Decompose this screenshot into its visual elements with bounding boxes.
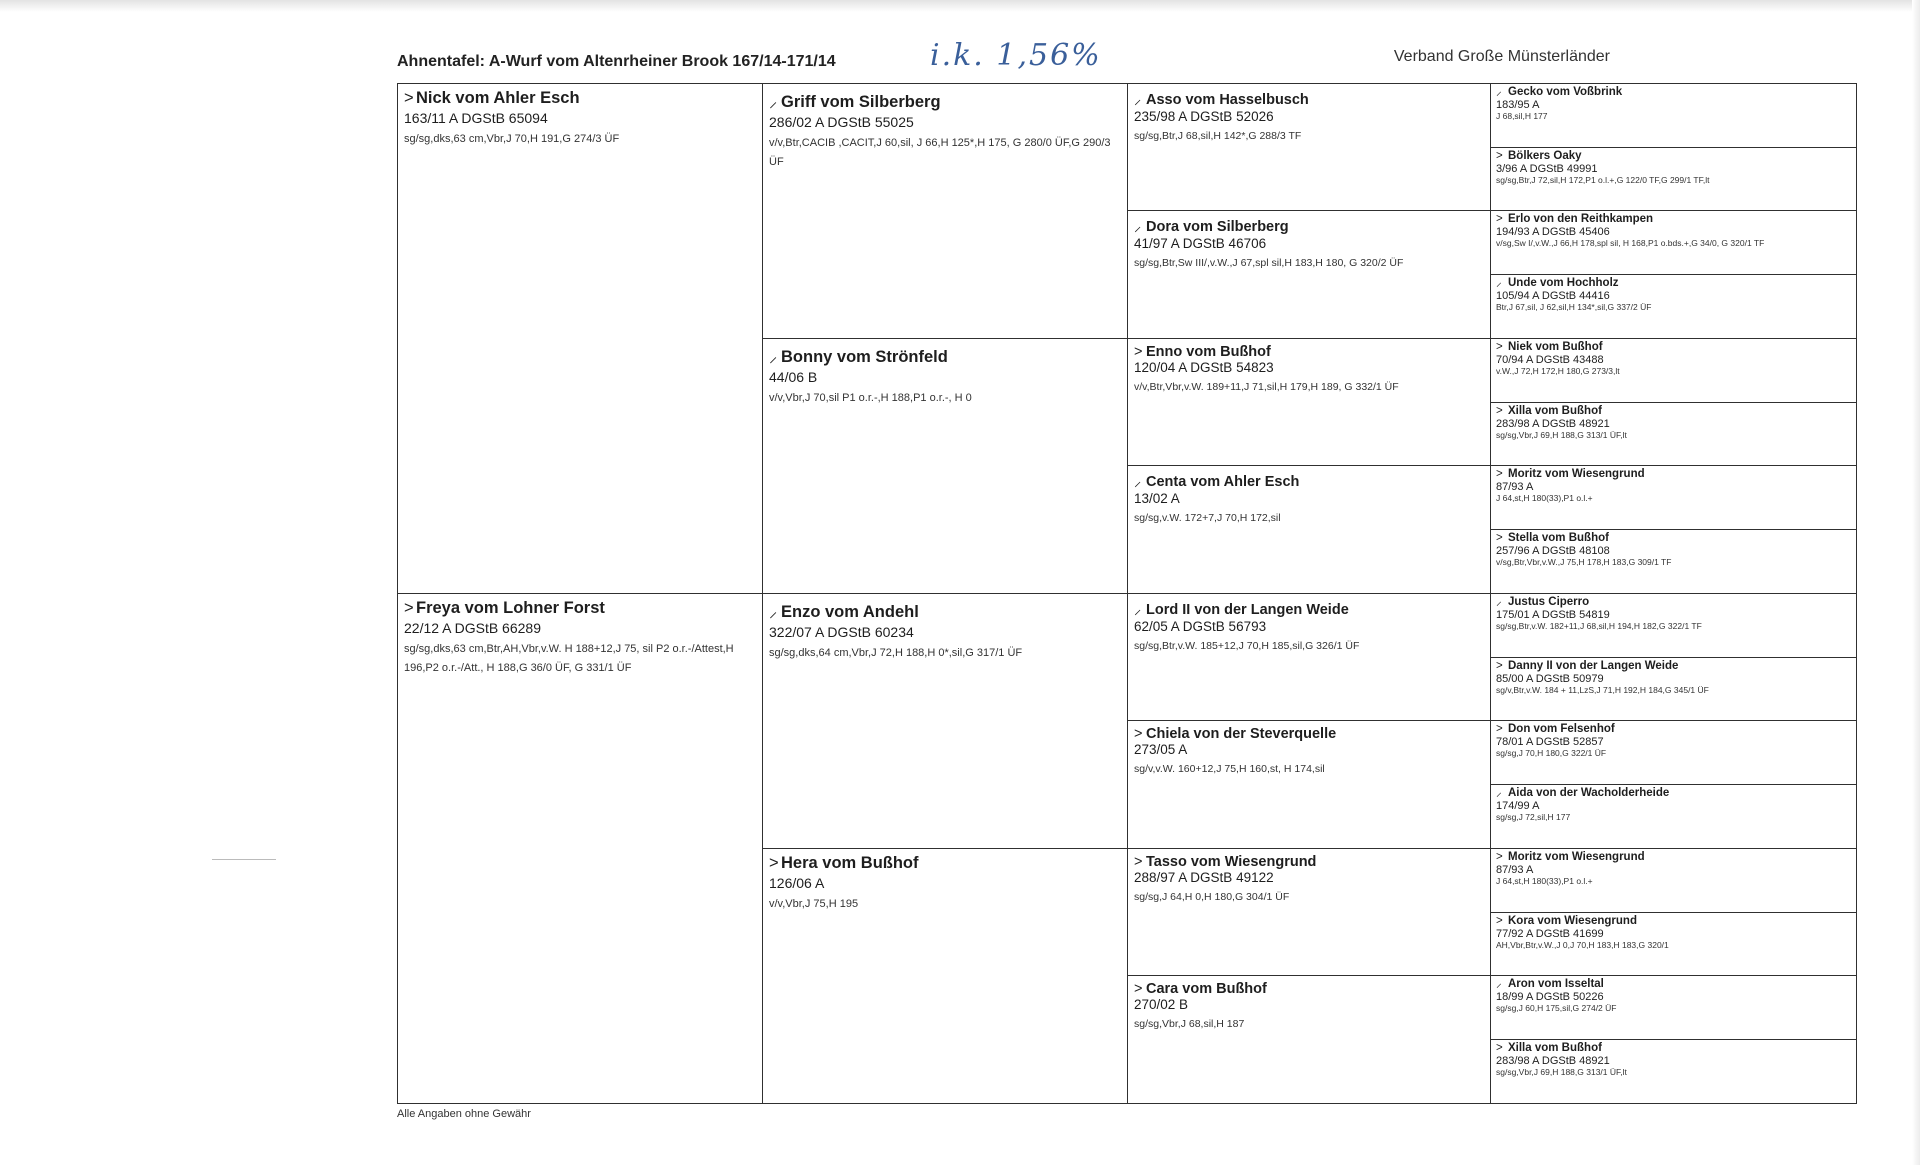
sex-mark: ⸝ bbox=[769, 93, 778, 111]
performance-info: v/v,Vbr,J 75,H 195 bbox=[769, 898, 859, 910]
great-grandparent-cell bbox=[1127, 83, 1493, 211]
registration-number: 62/05 A DGStB 56793 bbox=[1134, 619, 1267, 634]
registration-number: 194/93 A DGStB 45406 bbox=[1496, 226, 1610, 238]
dog-name: Niek vom Bußhof bbox=[1508, 341, 1603, 353]
registration-number: 77/92 A DGStB 41699 bbox=[1496, 928, 1604, 940]
registration-number: 322/07 A DGStB 60234 bbox=[769, 624, 914, 640]
ancestor-cell bbox=[1490, 338, 1857, 403]
registration-number: 22/12 A DGStB 66289 bbox=[404, 620, 541, 636]
great-grandparent-cell bbox=[1127, 848, 1493, 976]
performance-info: Btr,J 67,sil, J 62,sil,H 134*,sil,G 337/2 ÜF bbox=[1496, 302, 1652, 312]
sex-mark: > bbox=[1134, 344, 1143, 360]
performance-info: sg/sg,J 70,H 180,G 322/1 ÜF bbox=[1496, 748, 1607, 758]
performance-info: v/v,Btr,CACIB ,CACIT,J 60,sil, J 66,H 125*,H 175, G 280/0 ÜF,G 290/3 ÜF bbox=[769, 137, 1111, 168]
pedigree-chart bbox=[397, 83, 1857, 1104]
dog-name: Bölkers Oaky bbox=[1508, 150, 1582, 162]
sex-mark: > bbox=[769, 854, 779, 872]
registration-number: 85/00 A DGStB 50979 bbox=[1496, 673, 1604, 685]
sex-mark: ⸝ bbox=[1134, 219, 1142, 235]
performance-info: v/sg,Btr,Vbr,v.W.,J 75,H 178,H 183,G 309/1 TF bbox=[1496, 557, 1672, 567]
registration-number: 13/02 A bbox=[1134, 491, 1180, 506]
performance-info: sg/sg,Btr,v.W. 182+11,J 68,sil,H 194,H 182,G 322/1 TF bbox=[1496, 621, 1702, 631]
performance-info: sg/sg,Btr,J 72,sil,H 172,P1 o.l.+,G 122/0 TF,G 299/1 TF,lt bbox=[1496, 175, 1710, 185]
sire-name: Nick vom Ahler Esch bbox=[416, 89, 580, 107]
great-grandparent-cell bbox=[1127, 465, 1493, 594]
performance-info: AH,Vbr,Btr,v.W.,J 0,J 70,H 183,H 183,G 320/1 bbox=[1496, 940, 1669, 950]
sex-mark: > bbox=[1496, 660, 1503, 672]
dog-name: Moritz vom Wiesengrund bbox=[1508, 468, 1645, 480]
registration-number: 286/02 A DGStB 55025 bbox=[769, 114, 914, 130]
sex-mark: > bbox=[1496, 1042, 1503, 1054]
sex-mark: > bbox=[1496, 213, 1503, 225]
dog-name: Stella vom Bußhof bbox=[1508, 532, 1609, 544]
ancestor-cell bbox=[1490, 83, 1857, 148]
sex-mark: ⸝ bbox=[1134, 92, 1142, 108]
grandparent-cell bbox=[762, 848, 1128, 1104]
ancestor-cell bbox=[1490, 848, 1857, 913]
disclaimer: Alle Angaben ohne Gewähr bbox=[397, 1108, 531, 1120]
sex-mark: > bbox=[1496, 150, 1503, 162]
dog-name: Cara vom Bußhof bbox=[1146, 981, 1267, 997]
registration-number: 120/04 A DGStB 54823 bbox=[1134, 360, 1274, 375]
registration-number: 126/06 A bbox=[769, 875, 825, 891]
registration-number: 78/01 A DGStB 52857 bbox=[1496, 736, 1604, 748]
performance-info: J 64,st,H 180(33),P1 o.l.+ bbox=[1496, 493, 1593, 503]
sex-mark: > bbox=[1134, 726, 1143, 742]
ancestor-cell bbox=[1490, 529, 1857, 594]
performance-info: J 64,st,H 180(33),P1 o.l.+ bbox=[1496, 876, 1593, 886]
great-grandparent-cell bbox=[1127, 720, 1493, 849]
performance-info: sg/v,v.W. 160+12,J 75,H 160,st, H 174,sil bbox=[1134, 763, 1325, 775]
dog-name: Hera vom Bußhof bbox=[781, 854, 919, 872]
registration-number: 3/96 A DGStB 49991 bbox=[1496, 163, 1598, 175]
registration-number: 273/05 A bbox=[1134, 742, 1188, 757]
performance-info: sg/sg,Vbr,J 69,H 188,G 313/1 ÜF,lt bbox=[1496, 1067, 1627, 1077]
sex-mark: > bbox=[1496, 532, 1503, 544]
ancestor-cell bbox=[1490, 1039, 1857, 1104]
great-grandparent-cell bbox=[1127, 593, 1493, 721]
registration-number: 44/06 B bbox=[769, 369, 818, 385]
performance-info: sg/sg,Btr,J 68,sil,H 142*,G 288/3 TF bbox=[1134, 130, 1302, 142]
registration-number: 235/98 A DGStB 52026 bbox=[1134, 109, 1274, 124]
dog-name: Justus Ciperro bbox=[1508, 596, 1590, 608]
sex-mark: ⸝ bbox=[1496, 86, 1502, 98]
grandparent-cell bbox=[762, 338, 1128, 594]
performance-info: v/v,Vbr,J 70,sil P1 o.r.-,H 188,P1 o.r.-, H 0 bbox=[769, 392, 972, 404]
ancestor-cell bbox=[1490, 657, 1857, 721]
performance-info: sg/sg,dks,63 cm,Vbr,J 70,H 191,G 274/3 ÜF bbox=[404, 133, 620, 145]
sex-mark: ⸝ bbox=[769, 603, 778, 621]
dog-name: Centa vom Ahler Esch bbox=[1146, 474, 1300, 490]
association-name: Verband Große Münsterländer bbox=[1393, 48, 1610, 65]
registration-number: 70/94 A DGStB 43488 bbox=[1496, 354, 1604, 366]
sex-mark: ⸝ bbox=[1496, 978, 1502, 990]
sex-mark: > bbox=[1134, 981, 1143, 997]
performance-info: sg/sg,dks,63 cm,Btr,AH,Vbr,v.W. H 188+12,J 75, sil P2 o.r.-/Attest,H 196,P2 o.r.-/Att., H 188,G 36/0 ÜF, G 331/1 ÜF bbox=[404, 643, 734, 674]
performance-info: sg/v,Btr,v.W. 184 + 11,LzS,J 71,H 192,H 184,G 345/1 ÜF bbox=[1496, 685, 1709, 695]
sex-mark: ⸝ bbox=[1496, 787, 1502, 799]
ancestor-cell bbox=[1490, 402, 1857, 466]
registration-number: 175/01 A DGStB 54819 bbox=[1496, 609, 1610, 621]
dog-name: Erlo von den Reithkampen bbox=[1508, 213, 1654, 225]
ancestor-cell bbox=[1490, 465, 1857, 530]
ancestor-cell bbox=[1490, 147, 1857, 211]
great-grandparent-cell bbox=[1127, 975, 1493, 1104]
dog-name: Don vom Felsenhof bbox=[1508, 723, 1615, 735]
sex-mark: > bbox=[1496, 915, 1503, 927]
performance-info: sg/sg,Btr,Sw III/,v.W.,J 67,spl sil,H 183,H 180, G 320/2 ÜF bbox=[1134, 257, 1404, 269]
registration-number: 183/95 A bbox=[1496, 99, 1540, 111]
sex-mark: ⸝ bbox=[1134, 602, 1142, 618]
grandparent-cell bbox=[762, 593, 1128, 849]
registration-number: 174/99 A bbox=[1496, 800, 1540, 812]
registration-number: 87/93 A bbox=[1496, 481, 1534, 493]
ancestor-cell bbox=[1490, 593, 1857, 658]
dog-name bbox=[404, 89, 756, 108]
dog-name: Xilla vom Bußhof bbox=[1508, 1042, 1602, 1054]
performance-info: sg/sg,J 72,sil,H 177 bbox=[1496, 812, 1571, 822]
performance-info: sg/sg,v.W. 172+7,J 70,H 172,sil bbox=[1134, 512, 1281, 524]
performance-info: sg/sg,Vbr,J 69,H 188,G 313/1 ÜF,lt bbox=[1496, 430, 1627, 440]
dog-name: Griff vom Silberberg bbox=[781, 93, 941, 111]
ancestor-cell bbox=[1490, 274, 1857, 339]
ancestor-cell bbox=[1490, 975, 1857, 1040]
registration-number: 270/02 B bbox=[1134, 997, 1189, 1012]
dam-name: Freya vom Lohner Forst bbox=[416, 599, 605, 617]
dog-name bbox=[404, 599, 756, 618]
dog-name: Gecko vom Voßbrink bbox=[1508, 86, 1623, 98]
sire-cell bbox=[397, 83, 763, 594]
dog-name: Enzo vom Andehl bbox=[781, 603, 919, 621]
dog-name: Aron vom Isseltal bbox=[1508, 978, 1604, 990]
stray-pen-mark bbox=[212, 859, 276, 860]
dog-name: Danny II von der Langen Weide bbox=[1508, 660, 1679, 672]
dog-name: Asso vom Hasselbusch bbox=[1146, 92, 1309, 108]
sex-mark: ⸝ bbox=[1134, 474, 1142, 490]
grandparent-cell bbox=[762, 83, 1128, 339]
dog-name: Moritz vom Wiesengrund bbox=[1508, 851, 1645, 863]
ancestor-cell bbox=[1490, 720, 1857, 785]
dog-name: Lord II von der Langen Weide bbox=[1146, 602, 1349, 618]
sex-mark: > bbox=[1134, 854, 1143, 870]
page-title: Ahnentafel: A-Wurf vom Altenrheiner Brook 167/14-171/14 bbox=[397, 53, 836, 70]
dog-name: Xilla vom Bußhof bbox=[1508, 405, 1602, 417]
sex-mark: > bbox=[1496, 851, 1503, 863]
registration-number: 283/98 A DGStB 48921 bbox=[1496, 1055, 1610, 1067]
scan-top-edge bbox=[0, 0, 1920, 12]
scan-right-edge bbox=[1912, 0, 1920, 1165]
registration-number: 18/99 A DGStB 50226 bbox=[1496, 991, 1604, 1003]
performance-info: v.W.,J 72,H 172,H 180,G 273/3,lt bbox=[1496, 366, 1620, 376]
performance-info: v/v,Btr,Vbr,v.W. 189+11,J 71,sil,H 179,H 189, G 332/1 ÜF bbox=[1134, 381, 1399, 393]
sex-mark: ⸝ bbox=[769, 348, 778, 366]
registration-number: 288/97 A DGStB 49122 bbox=[1134, 870, 1274, 885]
sex-mark: > bbox=[1496, 405, 1503, 417]
ancestor-cell bbox=[1490, 210, 1857, 275]
dog-name: Dora vom Silberberg bbox=[1146, 219, 1289, 235]
sex-mark: > bbox=[1496, 341, 1503, 353]
dam-cell bbox=[397, 593, 763, 1104]
dog-name: Unde vom Hochholz bbox=[1508, 277, 1619, 289]
ancestor-cell bbox=[1490, 784, 1857, 849]
registration-number: 105/94 A DGStB 44416 bbox=[1496, 290, 1610, 302]
dog-name: Tasso vom Wiesengrund bbox=[1146, 854, 1317, 870]
sex-mark: > bbox=[1496, 468, 1503, 480]
sex-mark: ⸝ bbox=[1496, 596, 1502, 608]
registration-number: 257/96 A DGStB 48108 bbox=[1496, 545, 1610, 557]
handwritten-note: i.k. 1,56% bbox=[930, 38, 1102, 73]
registration-number: 87/93 A bbox=[1496, 864, 1534, 876]
performance-info: sg/sg,J 60,H 175,sil,G 274/2 ÜF bbox=[1496, 1003, 1617, 1013]
dog-name: Aida von der Wacholderheide bbox=[1508, 787, 1670, 799]
dog-name: Chiela von der Steverquelle bbox=[1146, 726, 1337, 742]
registration-number: 41/97 A DGStB 46706 bbox=[1134, 236, 1267, 251]
performance-info: v/sg,Sw I/,v.W.,J 66,H 178,spl sil, H 168,P1 o.bds.+,G 34/0, G 320/1 TF bbox=[1496, 238, 1765, 248]
dog-name: Kora vom Wiesengrund bbox=[1508, 915, 1637, 927]
dog-name: Enno vom Bußhof bbox=[1146, 344, 1271, 360]
performance-info: sg/sg,dks,64 cm,Vbr,J 72,H 188,H 0*,sil,G 317/1 ÜF bbox=[769, 647, 1023, 659]
sex-mark: > bbox=[404, 89, 414, 107]
performance-info: sg/sg,Vbr,J 68,sil,H 187 bbox=[1134, 1018, 1245, 1030]
dog-name: Bonny vom Strönfeld bbox=[781, 348, 948, 366]
great-grandparent-cell bbox=[1127, 338, 1493, 466]
sex-mark: ⸝ bbox=[1496, 277, 1502, 289]
performance-info: J 68,sil,H 177 bbox=[1496, 111, 1548, 121]
registration-number: 163/11 A DGStB 65094 bbox=[404, 110, 548, 126]
great-grandparent-cell bbox=[1127, 210, 1493, 339]
performance-info: sg/sg,J 64,H 0,H 180,G 304/1 ÜF bbox=[1134, 891, 1290, 903]
registration-number: 283/98 A DGStB 48921 bbox=[1496, 418, 1610, 430]
performance-info: sg/sg,Btr,v.W. 185+12,J 70,H 185,sil,G 326/1 ÜF bbox=[1134, 640, 1360, 652]
ancestor-cell bbox=[1490, 912, 1857, 976]
sex-mark: > bbox=[404, 599, 414, 617]
sex-mark: > bbox=[1496, 723, 1503, 735]
